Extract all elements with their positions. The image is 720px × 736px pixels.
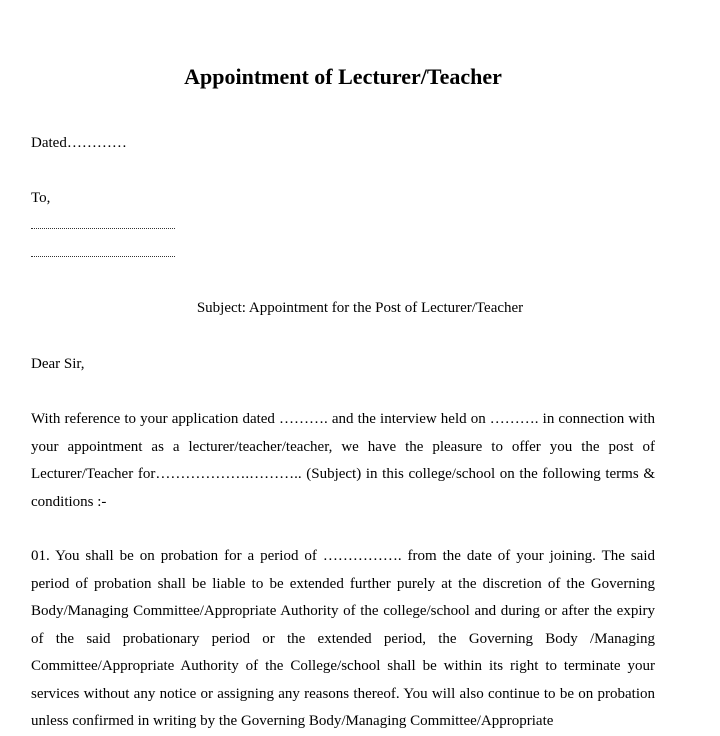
salutation: Dear Sir, [31, 356, 85, 372]
subject-line: Subject: Appointment for the Post of Lecturer/Teacher [196, 300, 524, 316]
recipient-line-2 [31, 254, 175, 257]
recipient-line-1 [31, 226, 175, 229]
paragraph-probation: 01. You shall be on probation for a period of ……………. from the date of your joining. The said period of probation shall be liable to be extended further purely at the discretion of the Governing Body/Managing Committee/Appropriate Authority of the college/school and during or after the expiry of the said probationary period or the extended period, the Governing Body /Managing Committee/Appropriate Authority of the College/school shall be within its right to terminate your services without any notice or assigning any reasons thereof. You will also continue to be on probation unless confirmed in writing by the Governing Body/Managing Committee/Appropriate [31, 548, 655, 729]
to-label: To, [31, 190, 51, 206]
dated-line: Dated………… [31, 135, 127, 151]
document-title: Appointment of Lecturer/Teacher [184, 64, 502, 89]
paragraph-intro: With reference to your application dated ………. and the interview held on ………. in connection with your appointment as a lecturer/teacher/teacher, we have the pleasure to offer you the post of Lecturer/Teacher for……………….……….. (Subject) in this college/school on the following terms & conditions :- [31, 411, 655, 510]
